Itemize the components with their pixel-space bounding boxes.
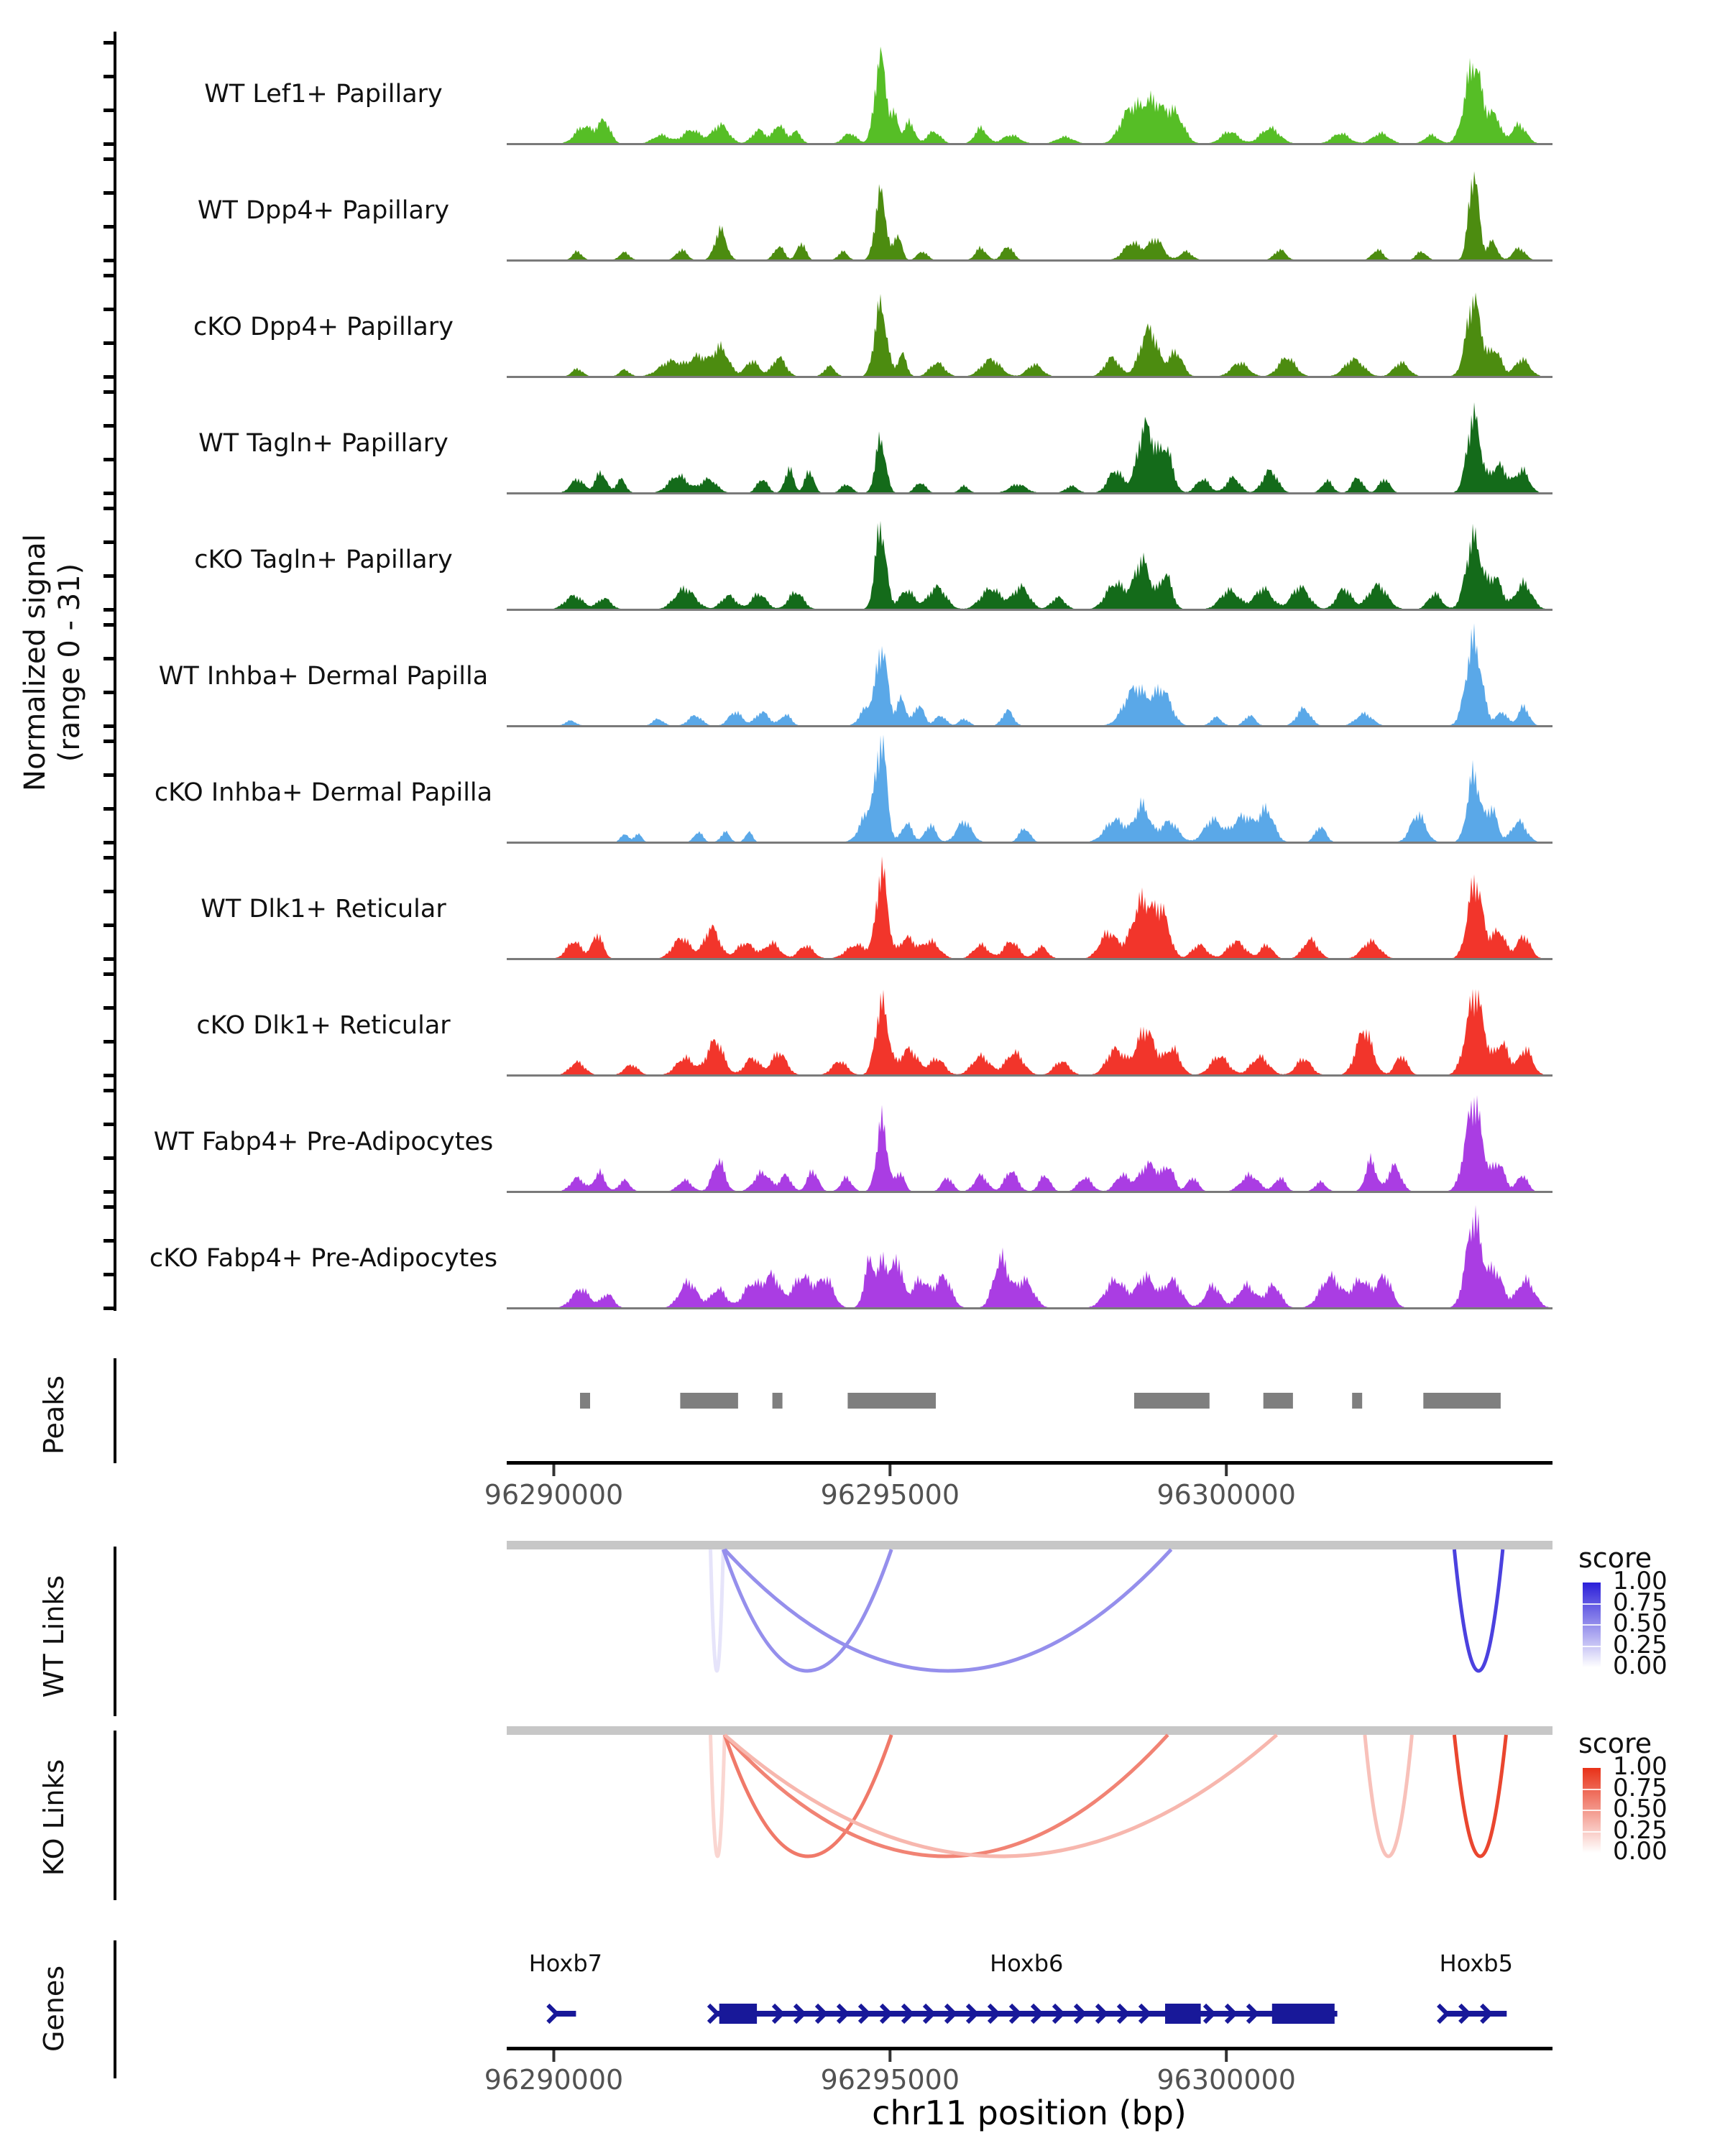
signal-area-0	[507, 47, 1552, 144]
y-axis-tick	[104, 274, 115, 277]
y-axis-tick	[104, 41, 115, 45]
signal-baseline-6	[507, 842, 1552, 844]
gene-strand-chevron-icon	[548, 2005, 556, 2022]
track-label-wt-lef1: WT Lef1+ Papillary	[204, 80, 443, 109]
ko-legend-tick-0.50: 0.50	[1613, 1795, 1668, 1823]
legend-bar-tick	[1583, 1646, 1601, 1647]
y-axis-tick	[104, 856, 115, 860]
track-label-cko-tagln: cKO Tagln+ Papillary	[194, 545, 453, 574]
axis1-tick-96290000: 96290000	[484, 1479, 624, 1511]
wt-legend-tick-1.00: 1.00	[1613, 1567, 1668, 1595]
y-axis-tick	[104, 492, 115, 495]
wt-legend-tick-0.75: 0.75	[1613, 1588, 1668, 1617]
y-axis-tick	[104, 1307, 115, 1310]
x-axis-line	[507, 2047, 1552, 2050]
signal-baseline-7	[507, 958, 1552, 960]
signal-baseline-0	[507, 143, 1552, 145]
y-axis-label-line2: (range 0 - 31)	[53, 563, 86, 763]
signal-area-1	[507, 171, 1552, 260]
gene-exon-Hoxb6-0	[719, 2004, 757, 2024]
y-axis-tick	[104, 507, 115, 510]
y-axis-tick	[104, 157, 115, 161]
y-axis-tick	[104, 1074, 115, 1077]
wt-links-section-line	[114, 1547, 116, 1716]
signal-baseline-4	[507, 609, 1552, 611]
y-axis-tick	[104, 740, 115, 743]
gene-label-hoxb6: Hoxb6	[990, 1950, 1064, 1977]
legend-bar-tick	[1583, 1831, 1601, 1833]
x-axis-tickmark	[553, 1465, 556, 1476]
ko-legend-tick-0.25: 0.25	[1613, 1815, 1668, 1845]
signal-area-4	[507, 521, 1552, 609]
x-axis-tickmark	[888, 2050, 891, 2062]
y-axis-tick	[104, 972, 115, 976]
wt-links-score-legend	[1573, 1542, 1724, 1715]
legend-bar-tick	[1583, 1603, 1601, 1605]
ko-link-arc-4	[1365, 1735, 1412, 1856]
x-axis-tickmark	[888, 1465, 891, 1476]
signal-area-8	[507, 989, 1552, 1075]
ko-links-score-legend	[1573, 1728, 1724, 1900]
signal-baseline-10	[507, 1307, 1552, 1309]
y-axis-tick	[104, 957, 115, 961]
y-axis-tick	[104, 623, 115, 627]
wt-legend-tick-0.50: 0.50	[1613, 1609, 1668, 1638]
signal-baseline-9	[507, 1191, 1552, 1193]
ko-link-arc-5	[1454, 1735, 1506, 1856]
y-axis-tick	[104, 1190, 115, 1194]
track-label-wt-dpp4: WT Dpp4+ Papillary	[197, 196, 450, 225]
wt-link-arc-2	[724, 1549, 1171, 1671]
ko-link-arc-2	[724, 1735, 1168, 1856]
track-label-cko-dpp4: cKO Dpp4+ Papillary	[193, 313, 454, 341]
peak-rect-1	[680, 1393, 738, 1409]
signal-area-7	[507, 857, 1552, 959]
signal-area-5	[507, 623, 1552, 726]
y-axis-label	[18, 19, 90, 1306]
wt-legend-tick-0.00: 0.00	[1613, 1651, 1668, 1680]
wt-baseline-bar	[507, 1541, 1552, 1549]
track-label-cko-dlk1: cKO Dlk1+ Reticular	[196, 1011, 451, 1040]
gene-strand-chevron-icon	[709, 2005, 717, 2022]
ko-link-arc-0	[711, 1735, 725, 1856]
ko-legend-tick-0.00: 0.00	[1613, 1837, 1668, 1866]
peak-rect-4	[1134, 1393, 1210, 1409]
ko-legend-tick-0.75: 0.75	[1613, 1773, 1668, 1802]
x-axis-tickmark	[553, 2050, 556, 2062]
ko-legend-tick-labels	[1613, 1752, 1668, 1866]
peak-rect-3	[847, 1393, 936, 1409]
peaks-section-label: Peaks	[38, 1375, 70, 1455]
track-label-cko-inhba: cKO Inhba+ Dermal Papilla	[154, 778, 493, 807]
y-axis-tick	[104, 375, 115, 379]
track-label-wt-inhba: WT Inhba+ Dermal Papilla	[158, 662, 489, 691]
signal-area-9	[507, 1095, 1552, 1192]
track-label-cko-fabp4: cKO Fabp4+ Pre-Adipocytes	[149, 1244, 498, 1273]
gene-label-hoxb5: Hoxb5	[1439, 1950, 1513, 1977]
peak-rect-5	[1264, 1393, 1293, 1409]
ko-baseline-bar	[507, 1726, 1552, 1735]
signal-area-3	[507, 402, 1552, 493]
peak-rect-0	[580, 1393, 590, 1409]
gene-body-Hoxb6	[716, 2011, 1338, 2017]
track-label-wt-fabp4: WT Fabp4+ Pre-Adipocytes	[153, 1128, 494, 1156]
y-axis-tick	[104, 608, 115, 612]
signal-area-2	[507, 292, 1552, 377]
wt-links-section-label: WT Links	[38, 1575, 70, 1698]
ko-link-arc-3	[724, 1735, 1276, 1856]
y-axis-tick	[104, 259, 115, 262]
peak-rect-7	[1423, 1393, 1501, 1409]
genes-section-line	[114, 1940, 116, 2078]
ko-legend-gradient-bar	[1583, 1768, 1601, 1853]
y-axis-tick	[104, 390, 115, 394]
gene-body-Hoxb5	[1445, 2011, 1506, 2017]
track-label-wt-tagln: WT Tagln+ Papillary	[198, 429, 448, 458]
legend-bar-tick	[1583, 1810, 1601, 1811]
wt-legend-tick-0.25: 0.25	[1613, 1630, 1668, 1659]
ko-legend-tick-1.00: 1.00	[1613, 1752, 1668, 1781]
signal-baseline-3	[507, 492, 1552, 494]
peaks-section-line	[114, 1358, 116, 1463]
wt-link-arc-3	[1454, 1549, 1502, 1671]
wt-link-arc-1	[723, 1549, 891, 1671]
wt-legend-gradient-bar	[1583, 1583, 1601, 1667]
axis1-tick-96295000: 96295000	[820, 1479, 960, 1511]
axis1-tick-96300000: 96300000	[1156, 1479, 1296, 1511]
signal-area-10	[507, 1205, 1552, 1308]
gene-label-hoxb7: Hoxb7	[528, 1950, 602, 1977]
y-axis-tick	[104, 1089, 115, 1092]
x-axis-title: chr11 position (bp)	[872, 2093, 1187, 2132]
signal-baseline-1	[507, 259, 1552, 262]
ko-links-section-label: KO Links	[38, 1759, 70, 1876]
track-label-wt-dlk1: WT Dlk1+ Reticular	[201, 895, 446, 923]
peak-rect-2	[773, 1393, 783, 1409]
gene-exon-Hoxb6-2	[1272, 2004, 1335, 2024]
wt-legend-tick-labels	[1613, 1567, 1668, 1680]
gene-exon-Hoxb6-1	[1165, 2004, 1201, 2024]
x-axis-line	[507, 1461, 1552, 1465]
x-axis-tickmark	[1225, 1465, 1228, 1476]
wt-link-arc-0	[711, 1549, 724, 1671]
peak-rect-6	[1352, 1393, 1362, 1409]
axis2-tick-96300000: 96300000	[1156, 2064, 1296, 2096]
signal-area-6	[507, 734, 1552, 842]
wt-legend-title: score	[1578, 1542, 1652, 1574]
y-axis-tick	[104, 142, 115, 146]
signal-baseline-5	[507, 725, 1552, 727]
y-axis-tick	[104, 841, 115, 844]
genes-section-label: Genes	[38, 1965, 70, 2053]
ko-legend-title: score	[1578, 1728, 1652, 1759]
x-axis-tickmark	[1225, 2050, 1228, 2062]
y-axis-tick	[104, 724, 115, 728]
axis2-tick-96295000: 96295000	[820, 2064, 960, 2096]
legend-bar-tick	[1583, 1789, 1601, 1790]
axis2-tick-96290000: 96290000	[484, 2064, 624, 2096]
gene-strand-chevron-icon	[1438, 2005, 1447, 2022]
signal-baseline-2	[507, 376, 1552, 378]
signal-baseline-8	[507, 1074, 1552, 1077]
ko-links-section-line	[114, 1731, 116, 1900]
legend-bar-tick	[1583, 1624, 1601, 1626]
y-axis-tick	[104, 1205, 115, 1209]
y-axis-label-line1: Normalized signal	[19, 534, 52, 791]
